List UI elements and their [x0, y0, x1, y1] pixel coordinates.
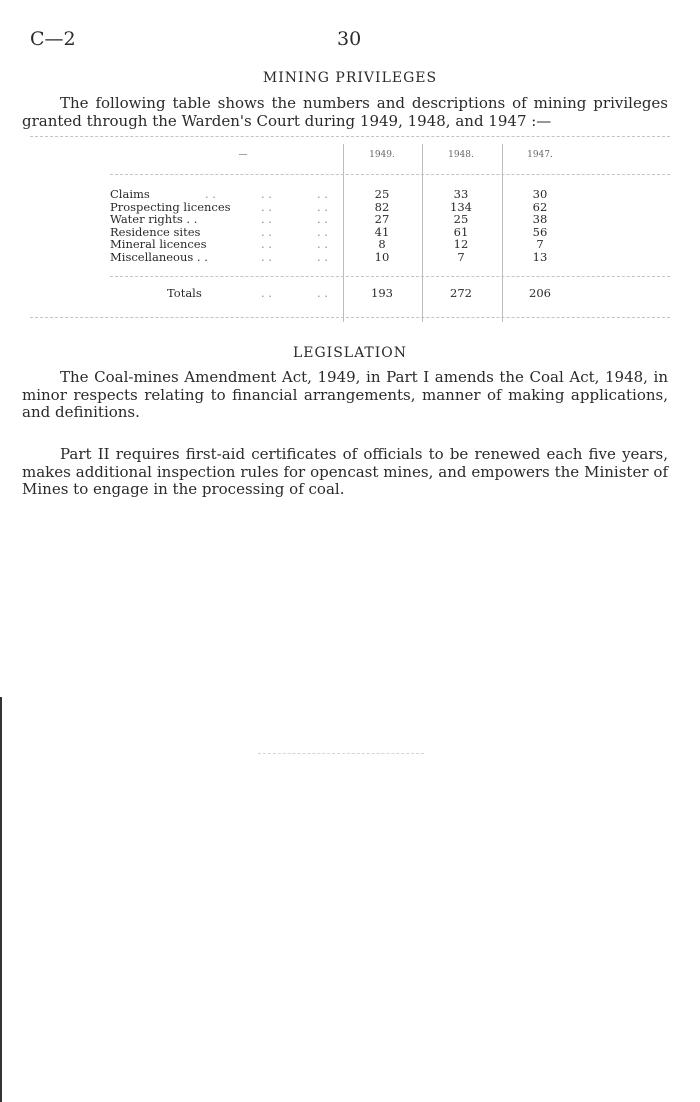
total-1949: 193 — [371, 286, 393, 300]
paragraph-1-text: The Coal-mines Amendment Act, 1949, in Part I amends the Coal Act, 1948, in minor respects relating to financial arrangements, manner of making applications, and definitions. — [22, 368, 668, 421]
row-label: Claims — [110, 187, 150, 201]
scan-edge-line — [0, 697, 2, 1102]
legislation-heading: LEGISLATION — [292, 345, 408, 361]
cell-1949: 27 — [374, 212, 390, 226]
table-header-rule — [110, 174, 670, 175]
stub-header: — — [238, 150, 248, 160]
cell-1948: 33 — [453, 187, 469, 201]
table-totals-rule — [110, 276, 670, 277]
cell-1949: 41 — [374, 224, 390, 239]
cell-1947: 13 — [532, 249, 548, 264]
totals-row: Totals . . . . 193 272 206 — [30, 286, 670, 299]
row-label: Residence sites — [110, 224, 201, 239]
cell-1947: 56 — [532, 224, 548, 239]
cell-1947: 38 — [532, 212, 548, 226]
mining-privileges-heading: MINING PRIVILEGES — [262, 70, 438, 86]
intro-text: The following table shows the numbers and descriptions of mining privileges granted through the Warden's Court during 1949, 1948, and 1947 :— — [22, 94, 668, 130]
table-top-rule — [30, 136, 670, 137]
row-label: Water rights . . — [110, 212, 198, 226]
cell-1949: 25 — [374, 187, 390, 201]
cell-1948: 61 — [453, 224, 469, 239]
table-row: Water rights . . . . . . 27 25 38 — [30, 212, 670, 225]
table-row: Mineral licences . . . . 8 12 7 — [30, 237, 670, 250]
legislation-paragraph-2 — [22, 446, 668, 499]
table-row: Claims . . . . . . 25 33 30 — [30, 187, 670, 200]
table-bottom-rule — [30, 317, 670, 318]
row-label: Prospecting licences — [110, 199, 231, 214]
row-label: Miscellaneous . . — [110, 249, 208, 264]
cell-1948: 25 — [453, 212, 469, 226]
scan-artifact-line — [258, 753, 424, 754]
total-1947: 206 — [529, 286, 551, 300]
mining-privileges-intro — [22, 95, 668, 130]
cell-1947: 7 — [536, 237, 544, 251]
legislation-paragraph-1 — [22, 369, 668, 422]
year-header-1948: 1948. — [448, 150, 474, 160]
mining-privileges-table — [30, 136, 670, 324]
paragraph-2-text: Part II requires first-aid certificates of officials to be renewed each five years, makes additional inspection rules for opencast mines, and empowers the Minister of Mines to engage in the processing of coal. — [22, 445, 668, 498]
cell-1949: 82 — [374, 199, 390, 214]
total-1948: 272 — [450, 286, 472, 300]
table-row: Prospecting licences . . . . 82 134 62 — [30, 200, 670, 213]
cell-1948: 134 — [450, 199, 472, 214]
page-reference: C—2 — [30, 28, 76, 50]
cell-1947: 30 — [532, 187, 548, 201]
cell-1947: 62 — [532, 199, 548, 214]
totals-label: Totals — [167, 286, 202, 300]
cell-1949: 8 — [378, 237, 386, 251]
cell-1949: 10 — [374, 249, 390, 264]
year-header-1947: 1947. — [527, 150, 553, 160]
cell-1948: 12 — [453, 237, 469, 251]
row-label: Mineral licences — [110, 237, 207, 251]
page-number: 30 — [337, 28, 362, 50]
year-header-1949: 1949. — [369, 150, 395, 160]
table-row: Miscellaneous . . . . . . 10 7 13 — [30, 250, 670, 263]
table-row: Residence sites . . . . 41 61 56 — [30, 225, 670, 238]
cell-1948: 7 — [457, 249, 465, 264]
